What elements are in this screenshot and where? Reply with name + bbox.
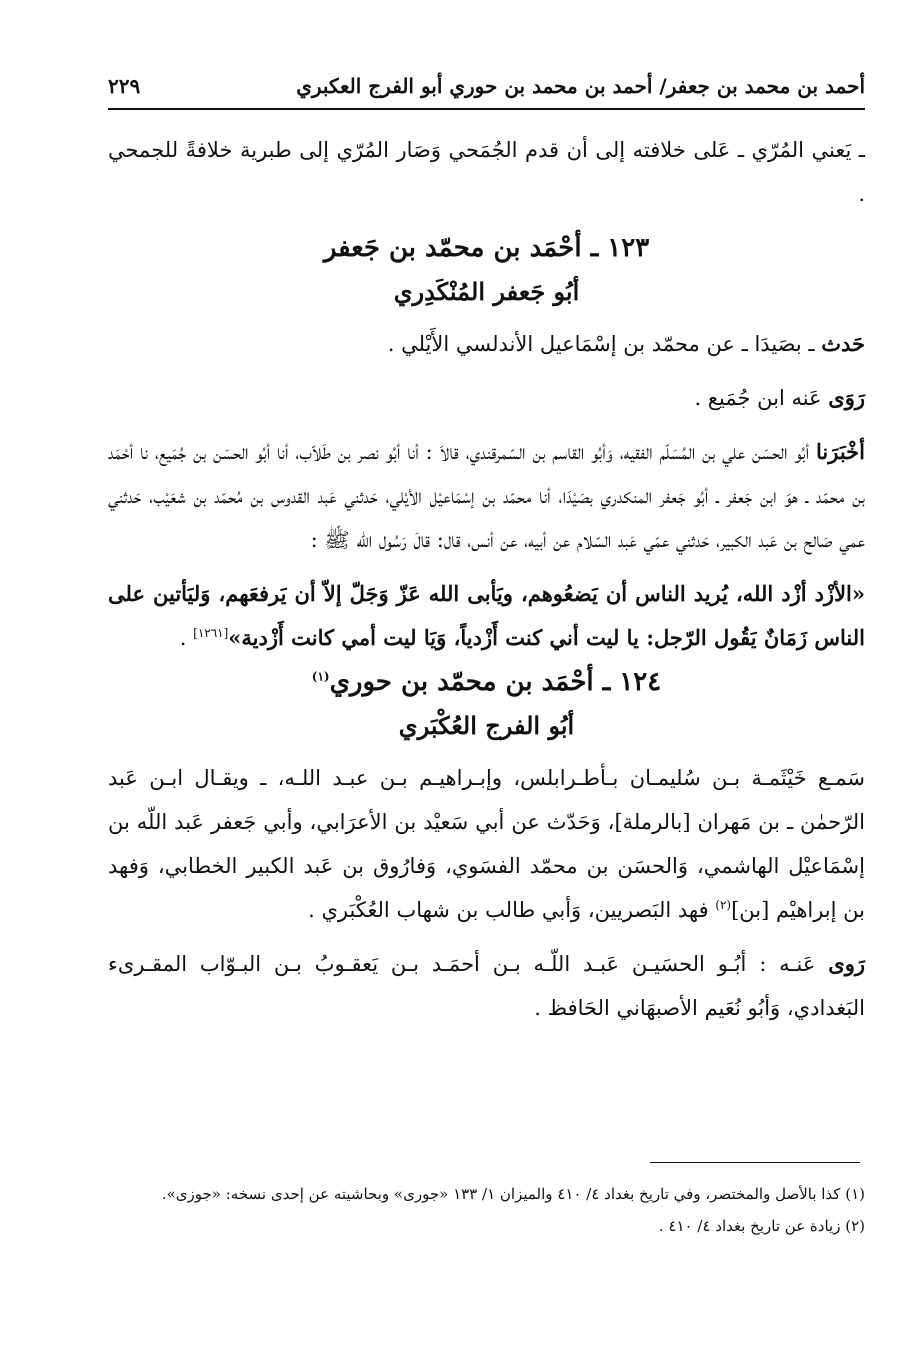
continuation-paragraph: ـ يَعني المُرّي ـ عَلى خلافته إلى أن قدم الجُمَحي وَصَار المُرّي إلى طبرية خلافةً للجمحي . [108,138,865,206]
hadith-number: [١٢٦١] [193,626,229,640]
students-text: عَنـه : أبُـو الحسَيـن عَبـد اللّـه بـن أحمَـد بـن يَعقـوبُ بـن البـوّاب المقـرىء البَغدادي، وَأبُو نُعَيم الأصبهَاني الحَافظ . [108,952,865,1020]
entry-124-teachers [108,756,865,932]
entry-124-title [108,660,865,704]
hadith-text: «الأزْد أزْد الله، يُريد الناس أن يَضعُوهم، ويَأبى الله عَزّ وَجَلّ إلاّ أن يَرفعَهم، وَليَأتين على الناس زَمَانٌ يَقُول الرّجل: يا ليت أني كنت أَزْدياً، وَيَا ليت أمي كانت أَزْدية» [108,581,865,650]
transmitter-text: عَنه ابن جُمَيع . [694,386,829,410]
entry-124-students [108,942,865,1030]
footnote-1: (١) كذا بالأصل والمختصر، وفي تاريخ بغداد ٤/ ٤١٠ والميزان ١/ ١٣٣ «جورى» وبحاشيته عن إحدى نسخه: «جوزى». [161,1185,865,1203]
header-divider [108,108,865,110]
entry-123-hadith [108,572,865,660]
entry-124-subtitle: أبُو الفرج العُكْبَري [398,711,575,740]
keyword-akhbarana: أخْبَرَنا [816,439,865,464]
page-body [108,128,865,1030]
entry-123-title: ١٢٣ ـ أحْمَد بن محمّد بن جَعفر [323,233,650,263]
footnote-marker-2: (٢) [715,898,732,912]
keyword-rawa: رَوَى [828,385,865,410]
page-number: ٢٢٩ [108,74,141,98]
teachers-text: سَمـع خَيْثَمـة بـن سُليمـان بـأطـرابلس، وإبـراهيـم بـن عبـد اللـه، ـ ويقـال ابـن عَبد الرّحمٰن ـ بن مَهران [بالرملة]، وَحَدّث عن أبي سَعيْد بن الأعرَابي، وأبي جَعفر عَبد اللّه بن إسْمَاعيْل الهاشمي، وَالحسَن بن محمّد الفسَوي، وَفارُوق بن عَبد الكبير الخطابي، وَفهد بن إبراهيْم [بن] [108,766,865,922]
entry-123-isnad [108,430,865,562]
entry-124-title-text: ١٢٤ ـ أحْمَد بن محمّد بن حوري [329,667,662,697]
footnotes [108,1180,865,1244]
teachers-text-end: فهد البَصريين، وَأبي طالب بن شهاب العُكْبَري . [308,898,716,922]
keyword-rawa: رَوى [828,951,865,976]
footnote-divider [650,1162,860,1163]
hadith-end: . [179,626,194,650]
keyword-haddatha: حَدث [821,331,865,356]
isnad-text: أبُو الحسَن علي بن المُسَلّم الفقيه، وَأبُو القاسم بن السّمرقندي، قالاَ : أنا أبُو نصر بن طَلاّب، أنا أبُو الحسَن بن جُمَيع، نا أحْمَد بن محمّد ـ هوَ ابن جَعفر ـ أبُو جَعفر المنكدري بصَيْدَا، أنا محمّد بن إسْمَاعيْل الأيْلي، حَدثني عَبد القدوس بن مُحمّد بن شعَيْب، حَدثني عمي صَالح بن عَبد الكبير، حَدثني عمّي عَبد السّلام عن أبيه، عن أنس، قال: قالَ رَسُول الله ﷺ : [108,440,865,552]
footnote-2: (٢) زيادة عن تاريخ بغداد ٤/ ٤١٠ . [658,1217,865,1235]
entry-123-narration [108,322,865,366]
narration-text: ـ بصَيدَا ـ عن محمّد بن إسْمَاعيل الأندلسي الأَيْلي . [387,332,822,356]
running-header [108,66,865,106]
entry-123-subtitle: أبُو جَعفر المُنْكَدِري [393,277,580,306]
entry-123-transmitter [108,376,865,420]
header-title: أحمد بن محمد بن جعفر/ أحمد بن محمد بن حوري أبو الفرج العكبري [296,74,865,98]
footnote-marker-1: (١) [311,669,330,684]
